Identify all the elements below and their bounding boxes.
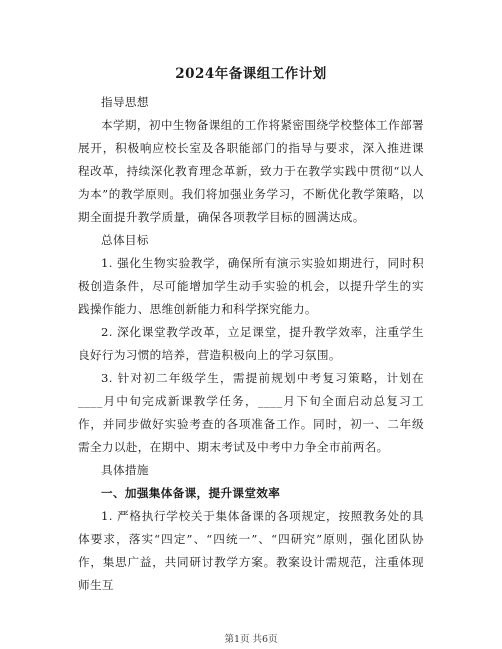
document-title: 2024年备课组工作计划: [175, 66, 327, 82]
paragraph-goal-2: 2. 深化课堂教学改革，立足课堂，提升教学效率，注重学生良好行为习惯的培养，营造积极向上的学习氛围。: [78, 325, 424, 362]
paragraph-guiding-ideology: 本学期，初中生物备课组的工作将紧密围绕学校整体工作部署展开，积极响应校长室及各职能部门的指导与要求，深入推进课程改革，持续深化教育理念革新，致力于在教学实践中贯彻“以人为本”的教学原则。我们将加强业务学习，不断优化教学策略，以期全面提升教学质量，确保各项教学目标的圆满达成。: [78, 118, 424, 224]
subheading-collective-lesson-prep: 一、加强集体备课，提升课堂效率: [101, 486, 281, 500]
paragraph-measure-1: 1. 严格执行学校关于集体备课的各项规定，按照教务处的具体要求，落实“四定”、“四统一”、“四研究”原则，强化团队协作，集思广益，共同研讨教学方案。教案设计需规范，注重体现师生互: [78, 509, 424, 592]
section-heading-guiding-ideology: 指导思想: [101, 95, 149, 109]
section-heading-overall-goals: 总体目标: [101, 233, 149, 247]
paragraph-goal-3: 3. 针对初二年级学生，需提前规划中考复习策略，计划在____月中旬完成新课教学任务，____月下旬全面启动总复习工作，并同步做好实验考查的各项准备工作。同时，初一、二年级需全力以赴，在期中、期末考试及中考中力争全市前两名。: [78, 371, 424, 454]
page-footer: 第1页 共6页: [224, 634, 278, 645]
section-heading-specific-measures: 具体措施: [101, 463, 149, 477]
paragraph-goal-1: 1. 强化生物实验教学，确保所有演示实验如期进行，同时积极创造条件，尽可能增加学生动手实验的机会，以提升学生的实践操作能力、思维创新能力和科学探究能力。: [78, 256, 424, 316]
document-body: [78, 91, 424, 597]
